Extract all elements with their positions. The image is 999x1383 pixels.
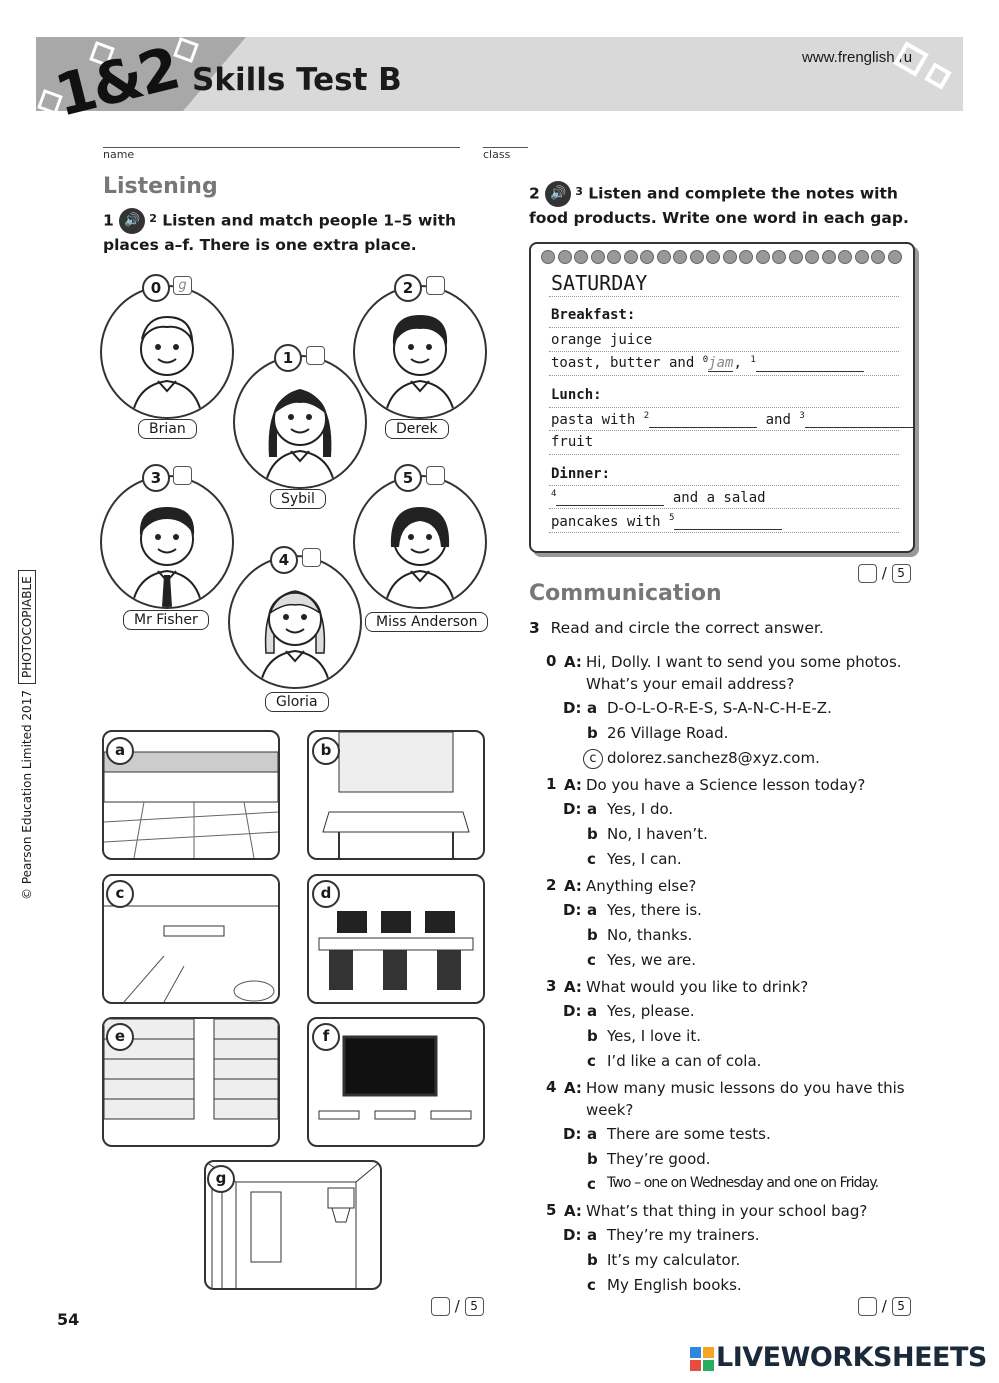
gap-number: 0	[702, 355, 709, 365]
option-letter[interactable]: c	[587, 1052, 596, 1070]
lunch-text: pasta with	[551, 412, 636, 428]
track-number: 2	[149, 212, 157, 225]
breakfast-text: toast, butter and	[551, 355, 695, 371]
person-brian-portrait	[100, 285, 234, 419]
score-input[interactable]	[431, 1297, 450, 1316]
name-label: name	[103, 148, 135, 161]
name-line[interactable]	[103, 147, 460, 148]
exercise-1-score: / 5	[431, 1297, 484, 1316]
answer-box[interactable]	[426, 466, 445, 485]
rule-line	[549, 485, 899, 486]
option-text[interactable]: Yes, I love it.	[607, 1027, 701, 1045]
person-number: 2	[394, 274, 422, 302]
answer-box[interactable]	[173, 466, 192, 485]
exercise-number: 3	[529, 619, 540, 637]
answer-box[interactable]	[306, 346, 325, 365]
option-text[interactable]: Yes, there is.	[607, 901, 702, 919]
audio-speaker-icon[interactable]: 🔊	[545, 181, 571, 207]
breakfast-line-1: orange juice	[551, 332, 653, 348]
header-corner-decoration	[860, 38, 960, 110]
person-derek-portrait	[353, 285, 487, 419]
option-letter[interactable]: b	[587, 1251, 598, 1269]
copyright-notice	[20, 540, 34, 900]
binding-hole	[574, 250, 588, 264]
gap-number: 3	[799, 411, 805, 421]
instruction-text: Read and circle the correct answer.	[550, 619, 824, 637]
person-miss-anderson-portrait	[353, 475, 487, 609]
option-text[interactable]: D-O-L-O-R-E-S, S-A-N-C-H-E-Z.	[607, 699, 832, 717]
binding-hole	[640, 250, 654, 264]
person-name-label: Mr Fisher	[123, 610, 209, 630]
rule-line	[549, 532, 899, 533]
dinner-line-2	[551, 513, 782, 530]
question-text: Hi, Dolly. I want to send you some photos.	[586, 653, 902, 671]
option-text[interactable]: dolorez.sanchez8@xyz.com.	[607, 749, 820, 767]
option-text[interactable]: It’s my calculator.	[607, 1251, 741, 1269]
option-letter[interactable]: a	[587, 1002, 598, 1020]
option-letter[interactable]: a	[587, 1125, 598, 1143]
option-letter[interactable]: c	[587, 951, 596, 969]
binding-hole	[805, 250, 819, 264]
place-letter: d	[312, 880, 340, 908]
gap-4-input[interactable]	[556, 489, 664, 506]
binding-hole	[789, 250, 803, 264]
binding-hole	[541, 250, 555, 264]
person-number: 0	[142, 274, 170, 302]
option-letter[interactable]: a	[587, 1226, 598, 1244]
gap-3-input[interactable]	[805, 411, 913, 428]
binding-hole	[607, 250, 621, 264]
option-letter[interactable]: b	[587, 1027, 598, 1045]
binding-hole	[657, 250, 671, 264]
gap-1-input[interactable]	[756, 355, 864, 372]
instruction-text: Listen and match people 1–5 with places a–f. There is one extra place.	[103, 211, 457, 254]
unit-badge: 1&2	[48, 34, 184, 130]
question-text: Anything else?	[586, 877, 697, 895]
rule-line	[549, 327, 899, 328]
option-text[interactable]: Yes, I do.	[607, 800, 674, 818]
rule-line	[549, 351, 899, 352]
website-url: www.frenglish.ru	[802, 49, 913, 66]
speaker-label: A:	[564, 1202, 582, 1220]
binding-hole	[772, 250, 786, 264]
option-letter[interactable]: b	[587, 724, 598, 742]
reply-label: D:	[563, 800, 582, 818]
exercise-3-instruction	[529, 617, 824, 639]
dinner-text: and a salad	[672, 490, 766, 506]
notepad	[529, 242, 915, 553]
person-number: 5	[394, 464, 422, 492]
score-max: 5	[892, 564, 911, 583]
exercise-2-instruction	[529, 181, 929, 229]
liveworksheets-logo	[690, 1342, 987, 1373]
binding-hole	[838, 250, 852, 264]
lunch-line-2: fruit	[551, 434, 594, 450]
reply-label: D:	[563, 1125, 582, 1143]
example-answer: jam	[708, 355, 734, 371]
breakfast-line-2: toast, butter and $^0$jam, $^1$	[551, 355, 864, 372]
option-text[interactable]: They’re my trainers.	[607, 1226, 760, 1244]
option-text[interactable]: 26 Village Road.	[607, 724, 729, 742]
exercise-number: 2	[529, 184, 540, 203]
binding-hole	[756, 250, 770, 264]
option-text[interactable]: No, I haven’t.	[607, 825, 708, 843]
binding-hole	[706, 250, 720, 264]
rule-line	[549, 407, 899, 408]
option-letter[interactable]: c	[587, 1276, 596, 1294]
place-letter: c	[106, 880, 134, 908]
binding-hole	[739, 250, 753, 264]
binding-hole	[624, 250, 638, 264]
option-text[interactable]: My English books.	[607, 1276, 742, 1294]
option-letter[interactable]: a	[587, 800, 598, 818]
option-letter[interactable]: b	[587, 1150, 598, 1168]
breakfast-heading: Breakfast:	[551, 307, 636, 323]
option-text[interactable]: They’re good.	[607, 1150, 711, 1168]
dinner-text: pancakes with	[551, 514, 661, 530]
rule-line	[549, 454, 899, 455]
score-max: 5	[892, 1297, 911, 1316]
rule-line	[549, 375, 899, 376]
binding-hole	[673, 250, 687, 264]
gap-number: 5	[669, 513, 675, 523]
binding-hole	[690, 250, 704, 264]
option-text[interactable]: Yes, I can.	[607, 850, 682, 868]
gap-number: 1	[750, 355, 756, 365]
binding-hole	[558, 250, 572, 264]
communication-heading: Communication	[529, 581, 722, 606]
person-name-label: Derek	[385, 419, 449, 439]
binding-hole	[871, 250, 885, 264]
speaker-label: A:	[564, 776, 582, 794]
answer-box[interactable]	[426, 276, 445, 295]
audio-speaker-icon[interactable]: 🔊	[119, 208, 145, 234]
score-input[interactable]	[858, 1297, 877, 1316]
person-name-label: Miss Anderson	[365, 612, 488, 632]
dinner-line-1	[551, 489, 766, 506]
place-letter: b	[312, 737, 340, 765]
rule-line	[549, 508, 899, 509]
score-input[interactable]	[858, 564, 877, 583]
person-number: 3	[142, 464, 170, 492]
place-letter: a	[106, 737, 134, 765]
reply-label: D:	[563, 699, 582, 717]
listening-heading: Listening	[103, 174, 218, 199]
logo-text: LIVEWORKSHEETS	[716, 1342, 987, 1373]
gap-number: 4	[551, 489, 557, 499]
answer-box[interactable]	[302, 548, 321, 567]
person-number: 1	[274, 344, 302, 372]
question-number: 5	[546, 1201, 557, 1219]
option-text[interactable]: There are some tests.	[607, 1125, 771, 1143]
page-title: Skills Test B	[192, 62, 402, 98]
gap-number: 2	[643, 411, 650, 421]
option-letter[interactable]: a	[587, 699, 598, 717]
instruction-text: Listen and complete the notes with food products. Write one word in each gap.	[529, 184, 909, 227]
question-text: What’s your email address?	[586, 675, 795, 693]
lunch-text: and	[765, 412, 791, 428]
person-name-label: Gloria	[265, 692, 329, 712]
person-sybil-portrait	[233, 355, 367, 489]
photocopiable-label: PHOTOCOPIABLE	[18, 570, 36, 684]
rule-line	[549, 296, 899, 297]
notes-day: SATURDAY	[551, 271, 648, 295]
reply-label: D:	[563, 901, 582, 919]
copyright-text: © Pearson Education Limited 2017	[20, 690, 34, 900]
binding-hole	[822, 250, 836, 264]
track-number: 3	[575, 185, 583, 198]
score-max: 5	[465, 1297, 484, 1316]
exercise-3-score: / 5	[858, 1297, 911, 1316]
exercise-1-instruction	[103, 208, 488, 256]
speaker-label: A:	[564, 653, 582, 671]
exercise-2-score: / 5	[858, 564, 911, 583]
binding-hole	[888, 250, 902, 264]
option-text[interactable]: Two – one on Wednesday and one on Friday.	[607, 1175, 879, 1191]
speaker-label: A:	[564, 877, 582, 895]
question-number: 4	[546, 1078, 557, 1096]
question-number: 0	[546, 652, 557, 670]
option-text[interactable]: I’d like a can of cola.	[607, 1052, 762, 1070]
speaker-label: A:	[564, 1079, 582, 1097]
question-text: How many music lessons do you have this	[586, 1079, 905, 1097]
option-letter[interactable]: b	[587, 926, 598, 944]
gap-2-input[interactable]	[649, 411, 757, 428]
person-name-label: Brian	[138, 419, 197, 439]
speaker-label: A:	[564, 978, 582, 996]
question-number: 2	[546, 876, 557, 894]
place-letter: g	[207, 1165, 235, 1193]
question-text: Do you have a Science lesson today?	[586, 776, 866, 794]
question-number: 3	[546, 977, 557, 995]
option-letter[interactable]: c	[587, 1175, 596, 1193]
binding-hole	[591, 250, 605, 264]
option-text[interactable]: Yes, please.	[607, 1002, 695, 1020]
lunch-heading: Lunch:	[551, 387, 602, 403]
person-name-label: Sybil	[270, 489, 326, 509]
place-letter: f	[312, 1023, 340, 1051]
person-mr-fisher-portrait	[100, 475, 234, 609]
person-number: 4	[270, 546, 298, 574]
class-label: class	[483, 148, 511, 161]
binding-hole	[855, 250, 869, 264]
page-number: 54	[57, 1310, 80, 1329]
option-letter[interactable]: c	[587, 850, 596, 868]
reply-label: D:	[563, 1002, 582, 1020]
option-text[interactable]: No, thanks.	[607, 926, 693, 944]
gap-5-input[interactable]	[674, 513, 782, 530]
binding-hole	[723, 250, 737, 264]
rule-line	[549, 430, 899, 431]
exercise-number: 1	[103, 211, 114, 230]
reply-label: D:	[563, 1226, 582, 1244]
question-text: What’s that thing in your school bag?	[586, 1202, 868, 1220]
answer-box[interactable]: g	[173, 276, 192, 295]
liveworksheets-logo-icon	[690, 1347, 714, 1371]
dinner-heading: Dinner:	[551, 466, 611, 482]
person-gloria-portrait	[228, 555, 362, 689]
lunch-line-1	[551, 411, 913, 428]
option-text[interactable]: Yes, we are.	[607, 951, 697, 969]
option-letter[interactable]: a	[587, 901, 598, 919]
question-number: 1	[546, 775, 557, 793]
option-letter[interactable]: c	[583, 749, 603, 769]
question-text: What would you like to drink?	[586, 978, 809, 996]
question-text: week?	[586, 1101, 634, 1119]
option-letter[interactable]: b	[587, 825, 598, 843]
place-letter: e	[106, 1023, 134, 1051]
